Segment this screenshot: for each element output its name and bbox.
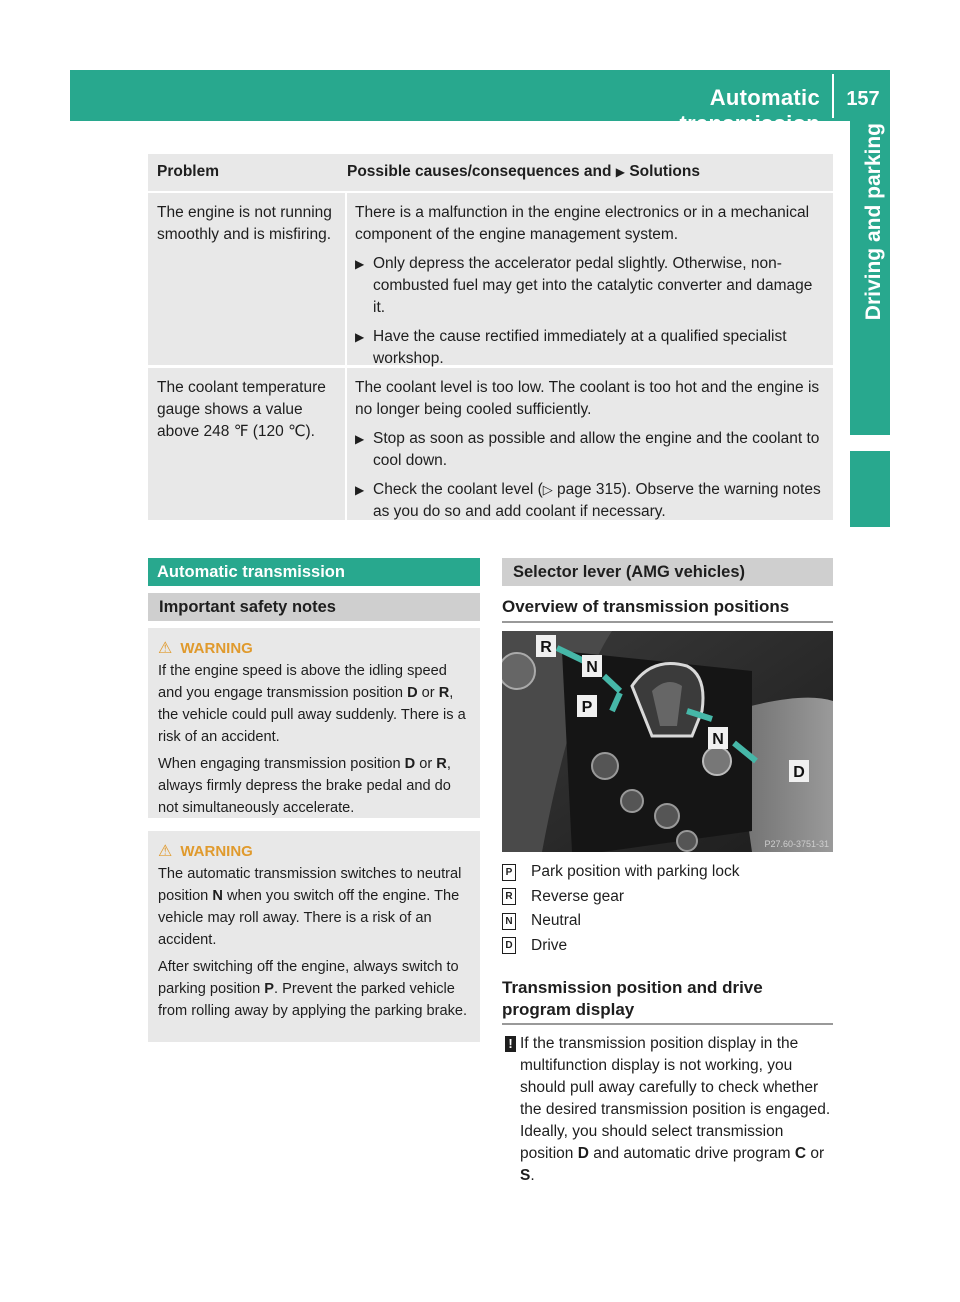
solution-step [355, 479, 827, 523]
warning-heading [158, 841, 472, 863]
photo-code: P27.60-3751-31 [764, 839, 829, 849]
page-reference-link[interactable]: page 315). Observe the warning notes as you do so and add coolant if necessary. [373, 481, 821, 520]
key-icon: R [502, 888, 516, 905]
legend-text: Drive [531, 936, 568, 954]
key-icon: N [502, 913, 516, 930]
key-icon: D [502, 937, 516, 954]
arrow-right-icon: ▶ [615, 165, 626, 179]
text: or [415, 756, 437, 772]
position-n: N [212, 888, 223, 904]
arrow-right-icon: ▶ [355, 432, 365, 446]
svg-text:D: D [793, 764, 805, 781]
selector-lever-illustration [502, 631, 833, 852]
cause-cell [347, 368, 833, 520]
text: The automatic transmission switches to neutral position [158, 866, 462, 904]
list-item [502, 860, 740, 885]
photo-label-n [708, 727, 728, 749]
arrow-right-icon: ▶ [355, 330, 365, 344]
note-text [502, 1033, 834, 1187]
exclamation-icon: ! [505, 1036, 516, 1052]
step-text: Only depress the accelerator pedal slightly. Otherwise, non-combusted fuel may get into the catalytic converter and damage it. [373, 255, 813, 316]
svg-text:N: N [712, 731, 724, 748]
position-d: D [407, 685, 418, 701]
table-header [148, 154, 833, 193]
problem-cell: The coolant temperature gauge shows a value above 248 ℉ (120 ℃). [148, 368, 347, 520]
section-automatic-transmission: Automatic transmission [148, 558, 480, 586]
table-row [148, 193, 833, 368]
display-heading: Transmission position and drive program display [502, 978, 763, 1019]
position-r: R [438, 685, 450, 701]
program-c: C [794, 1145, 807, 1162]
warning-box [148, 831, 480, 1042]
photo-label-r [536, 635, 556, 657]
position-d: D [577, 1145, 589, 1162]
text: or [417, 685, 439, 701]
text: and automatic drive program [588, 1145, 795, 1162]
cause-cell [347, 193, 833, 365]
heading-rule [502, 621, 833, 623]
page-reference-icon: ▷ [542, 482, 553, 497]
header-separator [832, 74, 834, 118]
position-p: P [264, 981, 275, 997]
warning-heading [158, 638, 472, 660]
warning-title: WARNING [180, 843, 253, 860]
step-text: Have the cause rectified immediately at a qualified specialist workshop. [373, 328, 787, 367]
side-tab-marker [850, 451, 890, 527]
step-text-before: Check the coolant level ( [373, 481, 543, 498]
arrow-right-icon: ▶ [355, 257, 365, 271]
text: , always firmly depress the brake pedal and do not simultaneously accelerate. [158, 756, 451, 816]
solution-step [355, 326, 827, 370]
arrow-right-icon: ▶ [355, 483, 365, 497]
photo-label-d [789, 760, 809, 782]
svg-text:N: N [586, 659, 598, 676]
text: If the engine speed is above the idling speed and you engage transmission position [158, 663, 447, 701]
side-tab [850, 121, 890, 435]
legend-text: Park position with parking lock [531, 863, 740, 880]
note-block [502, 1033, 834, 1187]
solution-step [355, 428, 827, 472]
photo-label-p [577, 695, 597, 717]
warning-paragraph [158, 660, 472, 748]
warning-paragraph [158, 753, 472, 819]
troubleshooting-table [148, 154, 833, 523]
section-selector-lever: Selector lever (AMG vehicles) [502, 558, 833, 586]
text: . Prevent the parked vehicle from rolling away by applying the parking brake. [158, 981, 468, 1019]
text: , the vehicle could pull away suddenly. There is a risk of an accident. [158, 685, 466, 745]
warning-triangle-icon: ⚠ [158, 640, 173, 657]
warning-title: WARNING [180, 640, 253, 657]
side-tab-label: Driving and parking [862, 123, 885, 321]
text: or [806, 1145, 825, 1162]
key-icon: P [502, 864, 516, 881]
header-problem: Problem [157, 163, 220, 180]
list-item [502, 885, 740, 910]
table-row [148, 368, 833, 523]
warning-paragraph [158, 956, 472, 1022]
header-solutions-label: Solutions [629, 163, 700, 180]
list-item [502, 909, 740, 934]
text: After switching off the engine, always switch to parking position [158, 959, 459, 997]
position-d: D [404, 756, 416, 772]
heading-rule [502, 1023, 833, 1025]
overview-heading: Overview of transmission positions [502, 597, 790, 616]
cause-text: The coolant level is too low. The coolant is too hot and the engine is no longer being cooled sufficiently. [355, 379, 820, 418]
solution-step [355, 253, 827, 319]
legend-text: Neutral [531, 912, 581, 929]
page-number: 157 [846, 88, 880, 110]
warning-paragraph [158, 863, 472, 951]
legend-text: Reverse gear [531, 887, 625, 905]
position-legend [502, 860, 740, 958]
text: when you switch off the engine. The vehicle may roll away. There is a risk of an accident. [158, 888, 460, 948]
text: When engaging transmission position [158, 756, 405, 772]
warning-box [148, 628, 480, 818]
cause-text: There is a malfunction in the engine electronics or in a mechanical component of the engine management system. [355, 204, 810, 243]
svg-text:P: P [581, 699, 593, 716]
header-causes-label: Possible causes/consequences and [347, 163, 612, 180]
header-causes [347, 154, 833, 191]
program-s: S [520, 1167, 531, 1184]
step-text: Stop as soon as possible and allow the engine and the coolant to cool down. [373, 430, 820, 469]
problem-cell: The engine is not running smoothly and is misfiring. [148, 193, 347, 365]
warning-triangle-icon: ⚠ [158, 843, 173, 860]
subsection-safety-notes: Important safety notes [148, 593, 480, 621]
text: . [530, 1167, 535, 1184]
selector-lever-photo [502, 631, 833, 852]
position-r: R [436, 756, 447, 772]
list-item [502, 934, 740, 959]
svg-text:R: R [540, 639, 552, 656]
text: If the transmission position display in the multifunction display is not working, you should pull away carefully to check whether the desired transmission position is engaged. Ideally, you should select transmission position [520, 1035, 831, 1162]
photo-label-n [582, 655, 602, 677]
page-title: Automatic transmission [679, 85, 820, 136]
